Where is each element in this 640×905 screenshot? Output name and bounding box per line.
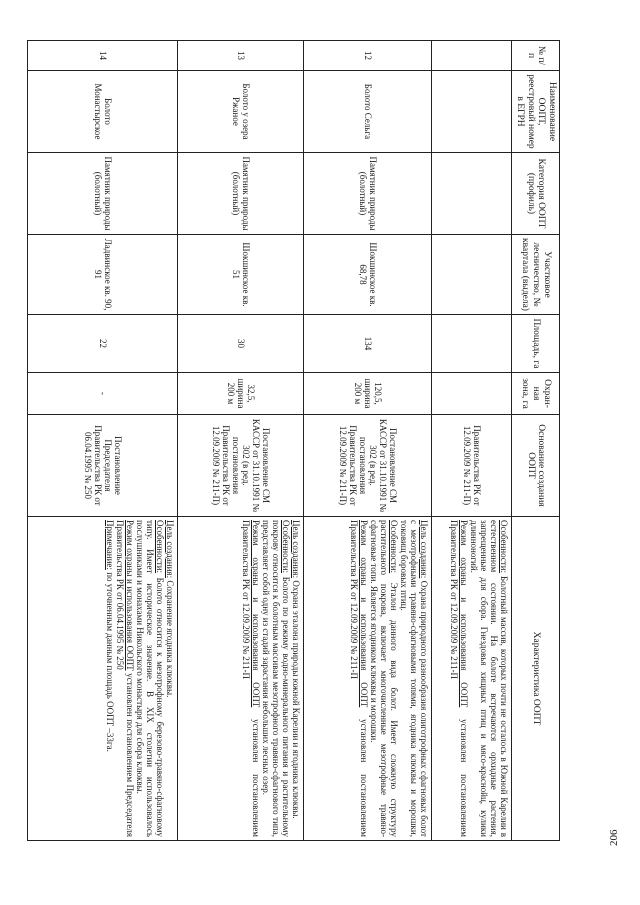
oopt-table: [28, 40, 561, 841]
row14-category: Памятник природы (болотный): [28, 153, 178, 235]
row0-basis: Правительства РК от 12.09.2009 № 211-П): [432, 415, 512, 517]
header-forestry: Участковое лесничество, № квартала (выдела): [512, 235, 560, 315]
row14-basis: Постановление Председателя Правительства РК от 06.04.1995 № 250: [28, 415, 178, 517]
header-name: Наименование ООПТ, реестровый номер в ЕГРН: [512, 71, 560, 153]
row13-description: Цель создания: Охрана эталона природы южной Карелии и ягодника клюквы. Особенности: Болото по режиму водно-минерального питания и растительному покрову относится к болотным массивам мезотрофного травяно-сфагнового типа, представляет собой одну из стадий зарастания небольших лесных озер. Режим охраны и использования ООПТ установлен постановлением Правительства РК от 12.09.2009 № 211-П: [178, 517, 304, 841]
row14-buffer: -: [28, 373, 178, 415]
row12-buffer: 120,5, ширина 200 м: [304, 373, 432, 415]
row13-name: Болото у озера Ржаное: [178, 71, 304, 153]
header-description: Характеристика ООПТ: [512, 517, 560, 841]
row12-num: 12: [304, 41, 432, 71]
table-row: [28, 41, 178, 841]
row13-basis: Постановление СМ КАССР от 31.10.1991 № 302 (в ред. постановления Правительства РК от 12.09.2009 № 211-П): [178, 415, 304, 517]
header-area: Площадь, га: [512, 315, 560, 373]
row13-forestry: Шокшинское кв. 51: [178, 235, 304, 315]
header-basis: Основание создания ООПТ: [512, 415, 560, 517]
row13-num: 13: [178, 41, 304, 71]
row13-area: 30: [178, 315, 304, 373]
page-number: 206: [608, 829, 620, 846]
row14-name: Болото Монастырское: [28, 71, 178, 153]
table-row: [178, 41, 304, 841]
row14-num: 14: [28, 41, 178, 71]
row14-area: 22: [28, 315, 178, 373]
row13-category: Памятник природы (болотный): [178, 153, 304, 235]
table-row: [432, 41, 512, 841]
row12-name: Болото Сельга: [304, 71, 432, 153]
rotated-page: [20, 40, 560, 840]
row14-description: Цель создания: Сохранение ягодника клюквы. Особенности: Болото относится к мезотрофному березово-травяно-сфагновому типу. Имеет историческое значение. В XIX столетии использовалось послушниками и монахами Никольского монастыря для сбора клюквы. Режим охраны и использования ООПТ установлен постановлением Председателя Правительства РК от 06.04.1995 № 250 Примечание: по уточненным данным площадь ООПТ –33га.: [28, 517, 178, 841]
row12-area: 134: [304, 315, 432, 373]
row12-category: Памятник природы (болотный): [304, 153, 432, 235]
table-header-row: [512, 41, 560, 841]
header-num: № п/п: [512, 41, 560, 71]
row12-forestry: Шокшинское кв. 68,78: [304, 235, 432, 315]
row12-basis: Постановление СМ КАССР от 31.10.1991 № 302 (в ред. постановления Правительства РК от 12.09.2009 № 211-П): [304, 415, 432, 517]
row14-forestry: Ладвинское кв. 90, 91: [28, 235, 178, 315]
table-row: [304, 41, 432, 841]
header-category: Категория ООПТ (профиль): [512, 153, 560, 235]
row12-description: Цель создания: Охрана природного разнообразия олиготрофных сфагновых болот с мезотрофными травяно-сфагновыми топями, ягодника клюквы и морошки, токовищ боровых птиц. Особенности: Эталон данного вида болот. Имеет сложную структуру растительного покрова, включает многочисленные мезотрофные травяно-сфагновые топи. Является ягодником клюквы и морошки. Режим охраны и использования ООПТ установлен постановлением Правительства РК от 12.09.2009 № 211-П: [304, 517, 432, 841]
header-buffer: Охран-ная зона, га: [512, 373, 560, 415]
row0-description: Особенности: Болотный массив, которых почти не осталось в Южной Карелии в естественном состоянии. На болоте встречаются орхидные растения, запрещенные для сбора. Гнездовья хищных птиц и мясо-краснойц, кулики длинноногий. Режим охраны и использования ООПТ установлен постановлением Правительства РК от 12.09.2009 № 211-П: [432, 517, 512, 841]
row13-buffer: 32,5, ширина 200 м: [178, 373, 304, 415]
